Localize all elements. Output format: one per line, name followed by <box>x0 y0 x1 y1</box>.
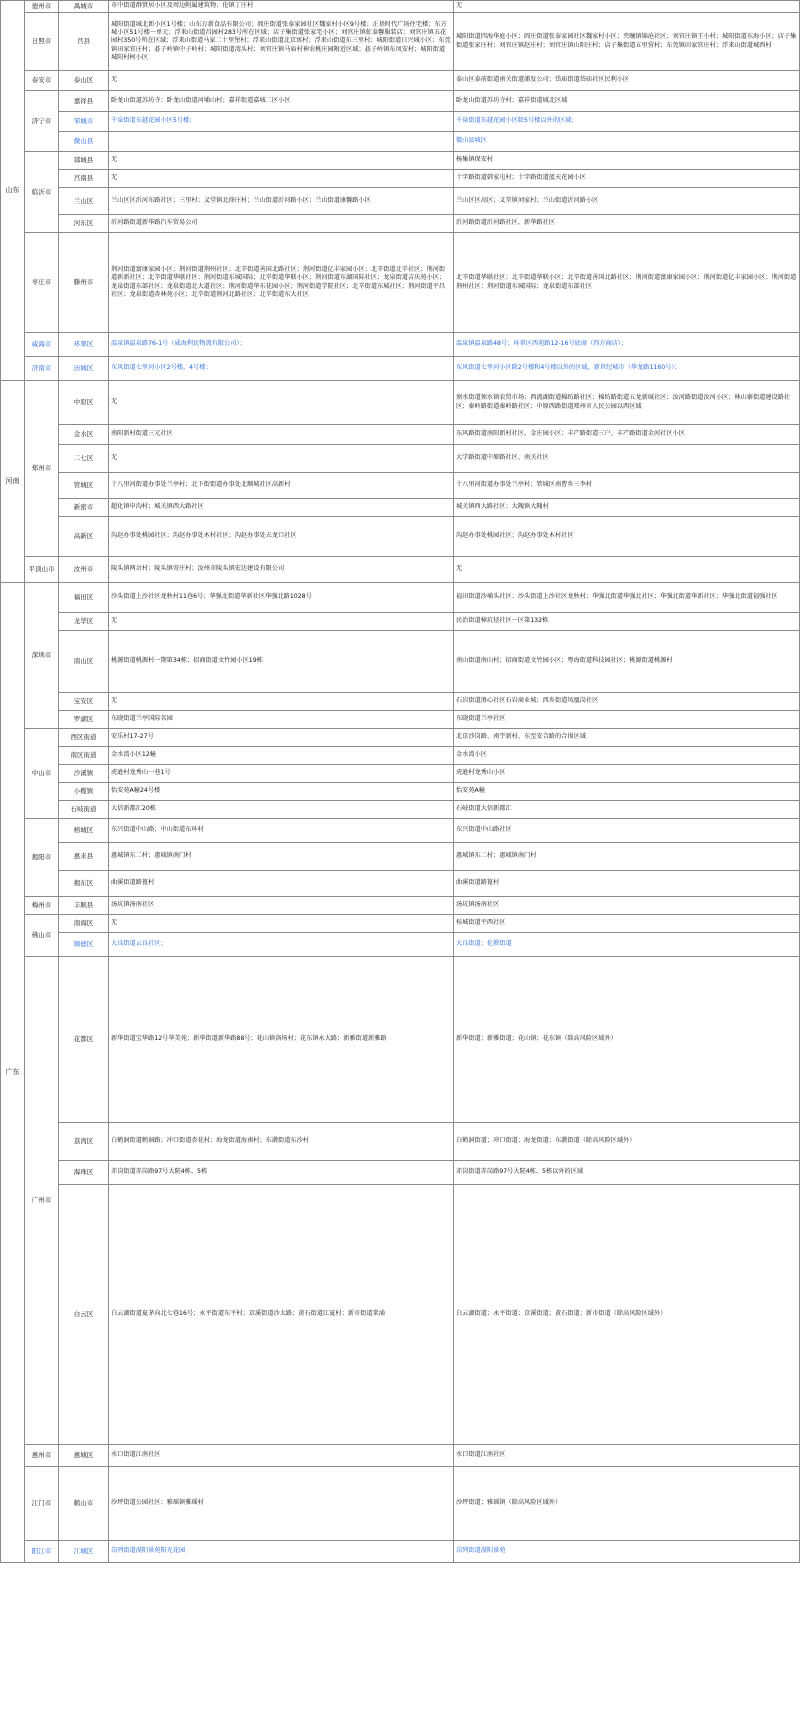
district-cell: 揭东区 <box>59 871 109 897</box>
medium-risk-cell: 无 <box>109 613 454 631</box>
medium-risk-cell: 温泉镇温泉路76-1号（威海利民物流有限公司）； <box>109 333 454 357</box>
medium-risk-cell: 十八里河街道办事处兰亭村；北下街街道办事处北顺城社区高新村 <box>109 473 454 499</box>
district-cell: 龙华区 <box>59 613 109 631</box>
district-cell: 环翠区 <box>59 333 109 357</box>
medium-risk-cell: 兰山区区沂河东路社区；三里村；义堂镇北徐庄村；兰山街道沂河路小区；兰山街道康馨路小区 <box>109 188 454 215</box>
district-cell: 兰山区 <box>59 188 109 215</box>
district-cell: 惠来县 <box>59 843 109 871</box>
district-cell: 荔湾区 <box>59 1123 109 1161</box>
district-cell: 禹城市 <box>59 1 109 13</box>
table-row <box>1 381 800 425</box>
table-row <box>1 843 800 871</box>
high-risk-cell: 无 <box>454 1 800 13</box>
high-risk-cell: 微山县城区 <box>454 132 800 152</box>
district-cell: 丰顺县 <box>59 897 109 915</box>
medium-risk-cell: 东晓街道兰亭国际名园 <box>109 711 454 729</box>
medium-risk-cell: 沂河路街道新华路汽车贸易公司 <box>109 215 454 233</box>
district-cell: 莒县 <box>59 13 109 71</box>
city-cell: 临沂市 <box>25 152 59 233</box>
table-row <box>1 711 800 729</box>
table-row <box>1 729 800 747</box>
city-cell: 泰安市 <box>25 71 59 91</box>
table-row <box>1 693 800 711</box>
city-cell: 日照市 <box>25 13 59 71</box>
medium-risk-cell: 沙头街道上沙社区龙秋村11巷6号；华强北街道华新社区华强北路1028号 <box>109 583 454 613</box>
city-cell: 德州市 <box>25 1 59 13</box>
high-risk-cell: 十字路街道韩家屯村；十字路街道蓝天花园小区 <box>454 170 800 188</box>
high-risk-cell: 惠城镇东二村；惠城镇南门村 <box>454 843 800 871</box>
high-risk-cell: 白鹤洞街道；冲口街道；海龙街道；东漖街道（除高风险区域外） <box>454 1123 800 1161</box>
risk-table-body <box>1 1 800 1563</box>
high-risk-cell: 岗列街道漠阳景苑 <box>454 1541 800 1563</box>
medium-risk-cell: 金水湾小区12幢 <box>109 747 454 765</box>
high-risk-cell: 沂河路街道沂河路社区、新华路社区 <box>454 215 800 233</box>
medium-risk-cell: 安乐村17-27号 <box>109 729 454 747</box>
high-risk-cell: 沙坪街道；雅瑶镇（除高风险区域外） <box>454 1467 800 1541</box>
high-risk-cell: 北辛街道华联社区；北辛街道华联小区；北辛街道善国北路社区；荆河街道富康家园小区；荆河街道亿丰家园小区；荆河街道荆州社区；荆河街道东城国际；龙泉街道东部社区 <box>454 233 800 333</box>
district-cell: 南区街道 <box>59 747 109 765</box>
district-cell: 历城区 <box>59 357 109 381</box>
medium-risk-cell: 沟赵办事处桃园社区；沟赵办事处木村社区；沟赵办事处五龙口社区 <box>109 517 454 557</box>
district-cell: 金水区 <box>59 425 109 445</box>
high-risk-cell: 北京沙岗路、南宇新村、东至安合路的合围区域 <box>454 729 800 747</box>
high-risk-cell: 曲溪街道路篦村 <box>454 871 800 897</box>
medium-risk-cell: 赤岗街道赤岗路97号大院4栋、5栋 <box>109 1161 454 1185</box>
table-row <box>1 1445 800 1467</box>
district-cell: 海珠区 <box>59 1161 109 1185</box>
high-risk-cell: 城阳街道四海华庭小区；阎庄街道张泰家园社区魏家村小区；夹疃镇锦沧社区；刘官庄镇王小村；城阳街道东海小区；店子集街道张家庄村；刘官庄镇赵庄村；刘官庄镇山阳庄村；店子集街道五里营村；东莞镇田家官庄村；浮来山街道城西村 <box>454 13 800 71</box>
medium-risk-cell: 大良街道云良社区； <box>109 933 454 957</box>
high-risk-cell: 东风路街道南阳新村社区、金庄园小区；丰产路街道三户、丰产路街道金河社区小区 <box>454 425 800 445</box>
table-row <box>1 499 800 517</box>
district-cell: 宝安区 <box>59 693 109 711</box>
high-risk-cell: 十八里河街道办事处兰亭村；管城区南曹乡三李村 <box>454 473 800 499</box>
district-cell: 莒南县 <box>59 170 109 188</box>
table-row <box>1 233 800 333</box>
district-cell: 中原区 <box>59 381 109 425</box>
high-risk-cell: 沟赵办事处桃园社区；沟赵办事处木村社区 <box>454 517 800 557</box>
high-risk-cell: 东兴街道中山路社区 <box>454 819 800 843</box>
high-risk-cell: 东晓街道兰亭社区 <box>454 711 800 729</box>
high-risk-cell: 杨集镇保安村 <box>454 152 800 170</box>
district-cell: 南海区 <box>59 915 109 933</box>
medium-risk-cell: 城阳街道城北新小区1号楼；山东万新食品有限公司；阎庄街道张泰家园社区魏家村小区9号楼；正基时代广场住宅楼；东方城小区51号楼一单元；浮来山街道昌园村283号所在区域；店子集街道张家宅小区；刘官庄镇虹泰馨服装店；刘官庄镇五花园村350号所在区域；浮来山街道马家二十里堡村；浮来山街道北京寓村；浮来山街道东三里村；城阳街道日兴城小区；东莞镇田家官庄村；碁子岭镇中子岭村；城阳街道湾头村；刘官庄镇马庙村神农桃庄园附近区域；碁子岭镇东凤安村；城阳街道城阳村柯小区 <box>109 13 454 71</box>
table-row <box>1 132 800 152</box>
table-row <box>1 91 800 112</box>
high-risk-cell: 城关镇西大路社区；大隗镇大隗村 <box>454 499 800 517</box>
table-row <box>1 1161 800 1185</box>
table-row <box>1 333 800 357</box>
city-cell: 江门市 <box>25 1467 59 1541</box>
province-cell: 山东 <box>1 1 25 381</box>
district-cell: 南山区 <box>59 631 109 693</box>
high-risk-cell: 温泉镇温泉路48号；环翠区西苑路12-16号底商（四方商店）； <box>454 333 800 357</box>
medium-risk-cell: 无 <box>109 170 454 188</box>
medium-risk-cell: 荆河街道富康家园小区；荆河街道荆州社区；北辛街道善国北路社区；荆河街道亿丰家园小区；北辛街道北辛社区；荆河街道新新社区；北辛街道华联社区；荆河街道东城国际；北辛街道华联小区；荆河街道东湖国际社区；龙泉街道吉庆苑小区；龙泉街道东部社区；龙泉街道北大道社区；荆河街道华东花园小区；荆河街道学院社区；北辛街道东城社区；荆河街道平昌社区；龙泉街道杏林苑小区；北辛街道荆河北路社区；北辛街道东大社区 <box>109 233 454 333</box>
table-row <box>1 1123 800 1161</box>
table-row <box>1 933 800 957</box>
district-cell: 新密市 <box>59 499 109 517</box>
district-cell: 泰山区 <box>59 71 109 91</box>
table-row <box>1 112 800 132</box>
medium-risk-cell: 东兴街道中山路；中山街道东环村 <box>109 819 454 843</box>
medium-risk-cell: 卧龙山街道苏坊寺；卧龙山街道河埔山村；嘉祥街道嘉城二区小区 <box>109 91 454 112</box>
table-row <box>1 613 800 631</box>
medium-risk-cell: 桃源街道桃源村一期第34栋；招商街道文竹园小区19栋 <box>109 631 454 693</box>
medium-risk-cell: 超化镇申沟村；城关镇西大路社区 <box>109 499 454 517</box>
district-cell: 高新区 <box>59 517 109 557</box>
district-cell: 鹤山市 <box>59 1467 109 1541</box>
table-row <box>1 1467 800 1541</box>
medium-risk-cell: 陵头镇两岔村；陵头镇寄庄村；汝州市陵头镇宏达建设有限公司 <box>109 557 454 583</box>
table-row <box>1 357 800 381</box>
district-cell: 二七区 <box>59 445 109 473</box>
medium-risk-cell: 无 <box>109 693 454 711</box>
table-row <box>1 819 800 843</box>
medium-risk-cell: 大信新都汇20栋 <box>109 801 454 819</box>
high-risk-cell: 虎逊村龙秀山小区 <box>454 765 800 783</box>
high-risk-cell: 兰山区区高区；义堂镇刘家村；兰山街道沂河路小区 <box>454 188 800 215</box>
high-risk-cell: 大良街道；伦教街道 <box>454 933 800 957</box>
medium-risk-cell: 曲溪街道路篦村 <box>109 871 454 897</box>
city-cell: 威海市 <box>25 333 59 357</box>
district-cell: 罗湖区 <box>59 711 109 729</box>
table-row <box>1 915 800 933</box>
table-row <box>1 871 800 897</box>
high-risk-cell: 石岐街道大信新都汇 <box>454 801 800 819</box>
high-risk-cell: 怡安苑A幢 <box>454 783 800 801</box>
district-cell: 滕州市 <box>59 233 109 333</box>
district-cell: 微山县 <box>59 132 109 152</box>
medium-risk-cell: 虎逊村龙秀山一巷1号 <box>109 765 454 783</box>
medium-risk-cell: 无 <box>109 381 454 425</box>
table-row <box>1 1541 800 1563</box>
medium-risk-cell: 白云湖街道夏茅向北七巷16号；永平街道东平村；京溪街道沙太路；黄石街道江夏村；新市街道棠涌 <box>109 1185 454 1445</box>
city-cell: 枣庄市 <box>25 233 59 333</box>
district-cell: 白云区 <box>59 1185 109 1445</box>
district-cell: 小榄镇 <box>59 783 109 801</box>
city-cell: 济宁市 <box>25 91 59 152</box>
table-row <box>1 557 800 583</box>
high-risk-cell: 大学路街道中原路社区、南关社区 <box>454 445 800 473</box>
high-risk-cell: 民治街道樟坑径社区一区第132栋 <box>454 613 800 631</box>
table-row <box>1 13 800 71</box>
high-risk-cell: 南山街道南山村；招商街道文竹园小区；粤海街道科技园社区；桃源街道桃源村 <box>454 631 800 693</box>
province-cell: 河南 <box>1 381 25 583</box>
medium-risk-cell: 无 <box>109 445 454 473</box>
high-risk-cell: 须水街道须水镇农贸市场；西流湖街道棉纺路社区；棉纺路街道五龙新城社区；汝河路街道汝河小区；林山寨街道建设路社区；秦岭路街道秦岭路社区；中原西路街道郑州市人民公园以西区域 <box>454 381 800 425</box>
district-cell: 邹城市 <box>59 112 109 132</box>
city-cell: 平顶山市 <box>25 557 59 583</box>
district-cell: 郯城县 <box>59 152 109 170</box>
district-cell: 石岐街道 <box>59 801 109 819</box>
medium-risk-cell: 白鹤洞街道鹤洞路；冲口街道杏花村；海龙街道海南村；东漖街道东沙村 <box>109 1123 454 1161</box>
medium-risk-cell: 水口街道江南社区 <box>109 1445 454 1467</box>
city-cell: 深圳市 <box>25 583 59 729</box>
province-cell: 广东 <box>1 583 25 1563</box>
district-cell: 沙溪镇 <box>59 765 109 783</box>
medium-risk-cell: 沙坪街道公园社区；雅瑶镇雅瑶村 <box>109 1467 454 1541</box>
medium-risk-cell: 东风街道七里河小区2号楼，4号楼； <box>109 357 454 381</box>
high-risk-cell: 石岩街道浪心社区石岩商业城；西乡街道凤凰岗社区 <box>454 693 800 711</box>
high-risk-cell: 水口街道江南社区 <box>454 1445 800 1467</box>
table-row <box>1 783 800 801</box>
district-cell: 河东区 <box>59 215 109 233</box>
table-row <box>1 473 800 499</box>
high-risk-cell: 新华街道；新雅街道；花山镇；花东镇（除高风险区域外） <box>454 957 800 1123</box>
district-cell: 榕城区 <box>59 819 109 843</box>
table-row <box>1 445 800 473</box>
table-row <box>1 1185 800 1445</box>
high-risk-cell: 东风街道七里河小区除2号楼和4号楼以外的区域、新世纪城市（华龙路1160号）； <box>454 357 800 381</box>
high-risk-cell: 福田街道沙埔头社区；沙头街道上沙社区龙秋村；华强北街道华强北社区；华强北街道华新社区；华强北街道福强社区 <box>454 583 800 613</box>
district-cell: 惠城区 <box>59 1445 109 1467</box>
table-row <box>1 152 800 170</box>
high-risk-cell: 白云湖街道；永平街道；京溪街道；黄石街道；新市街道（除高风险区域外） <box>454 1185 800 1445</box>
table-row <box>1 957 800 1123</box>
city-cell: 阳江市 <box>25 1541 59 1563</box>
high-risk-cell: 卧龙山街道苏坊寺村；嘉祥街道城北区域 <box>454 91 800 112</box>
city-cell: 济南市 <box>25 357 59 381</box>
city-cell: 梅州市 <box>25 897 59 915</box>
high-risk-cell: 千泉街道东越花园小区除5号楼以外的区域； <box>454 112 800 132</box>
medium-risk-cell: 千泉街道东越花园小区5号楼； <box>109 112 454 132</box>
table-row <box>1 517 800 557</box>
medium-risk-cell: 汤坑镇汤南社区 <box>109 897 454 915</box>
city-cell: 中山市 <box>25 729 59 819</box>
district-cell: 西区街道 <box>59 729 109 747</box>
table-row <box>1 583 800 613</box>
medium-risk-cell: 新华街道宝华路12号华美苑；新华街道新华路88号；花山镇洛场村；花东镇永大路；新雅街道新雅路 <box>109 957 454 1123</box>
medium-risk-cell: 无 <box>109 915 454 933</box>
city-cell: 惠州市 <box>25 1445 59 1467</box>
district-cell: 汝州市 <box>59 557 109 583</box>
table-row <box>1 425 800 445</box>
high-risk-cell: 桂城街道平西社区 <box>454 915 800 933</box>
medium-risk-cell <box>109 132 454 152</box>
table-row <box>1 71 800 91</box>
city-cell: 郑州市 <box>25 381 59 557</box>
medium-risk-cell: 惠城镇东二村；惠城镇南门村 <box>109 843 454 871</box>
city-cell: 佛山市 <box>25 915 59 957</box>
medium-risk-cell: 南阳新村街道三元社区 <box>109 425 454 445</box>
high-risk-cell: 汤坑镇汤南社区 <box>454 897 800 915</box>
high-risk-cell: 无 <box>454 557 800 583</box>
district-cell: 管城区 <box>59 473 109 499</box>
city-cell: 揭阳市 <box>25 819 59 897</box>
medium-risk-cell: 市中街道群贤居小区及周边附属建筑物；伦镇丁庄村 <box>109 1 454 13</box>
district-cell: 顺德区 <box>59 933 109 957</box>
table-row <box>1 765 800 783</box>
table-row <box>1 215 800 233</box>
table-row <box>1 188 800 215</box>
medium-risk-cell: 岗列街道漠阳景苑阳光花园 <box>109 1541 454 1563</box>
district-cell: 江城区 <box>59 1541 109 1563</box>
high-risk-cell: 赤岗街道赤岗路97号大院4栋、5栋以外的区域 <box>454 1161 800 1185</box>
high-risk-cell: 泰山区泰前街道南关街道浦发公司；岱庙街道岱庙社区民利小区 <box>454 71 800 91</box>
high-risk-cell: 金水湾小区 <box>454 747 800 765</box>
medium-risk-cell: 无 <box>109 71 454 91</box>
table-row <box>1 801 800 819</box>
city-cell: 广州市 <box>25 957 59 1445</box>
table-row <box>1 897 800 915</box>
district-cell: 福田区 <box>59 583 109 613</box>
district-cell: 嘉祥县 <box>59 91 109 112</box>
medium-risk-cell: 无 <box>109 152 454 170</box>
table-row <box>1 631 800 693</box>
table-row <box>1 747 800 765</box>
table-row <box>1 1 800 13</box>
medium-risk-cell: 怡安苑A幢24号楼 <box>109 783 454 801</box>
district-cell: 花都区 <box>59 957 109 1123</box>
table-row <box>1 170 800 188</box>
